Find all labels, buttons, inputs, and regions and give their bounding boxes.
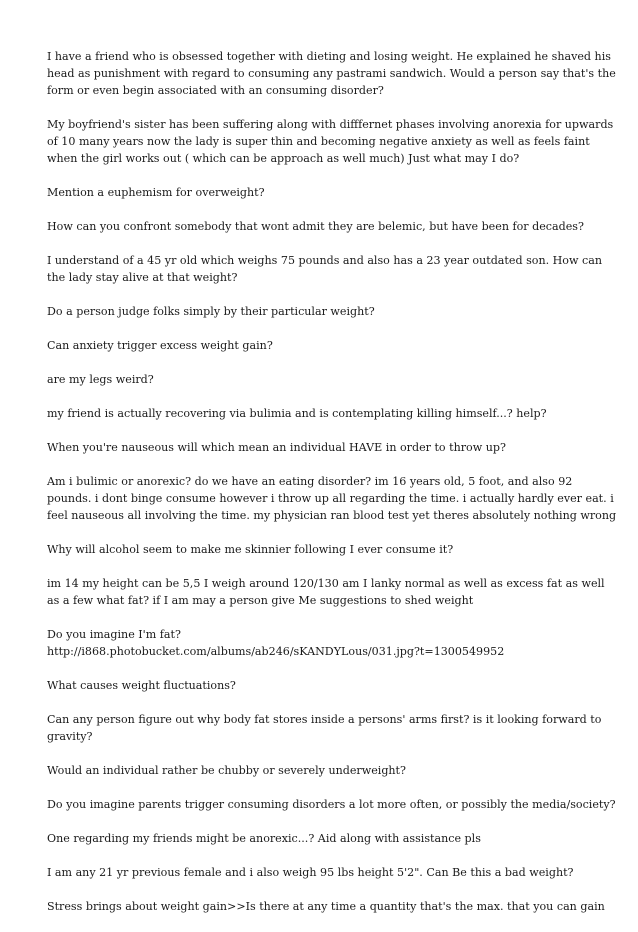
text-line: When you're nauseous will which mean an individual HAVE in order to throw up? bbox=[47, 441, 506, 454]
paragraph bbox=[47, 762, 593, 779]
text-line: Do a person judge folks simply by their particular weight? bbox=[47, 305, 375, 318]
paragraph bbox=[47, 541, 593, 558]
text-line: Stress brings about weight gain>>Is there at any time a quantity that's the max. that you can gain bbox=[47, 900, 605, 913]
paragraph bbox=[47, 48, 616, 99]
paragraph bbox=[47, 218, 593, 235]
paragraph bbox=[47, 575, 605, 609]
text-line: Can any person figure out why body fat stores inside a persons' arms first? is it looking forward to bbox=[47, 713, 602, 726]
document-body bbox=[47, 48, 617, 932]
text-line: How can you confront somebody that wont admit they are belemic, but have been for decades? bbox=[47, 220, 584, 233]
text-line: I am any 21 yr previous female and i also weigh 95 lbs height 5'2". Can Be this a bad weight? bbox=[47, 866, 574, 879]
text-line: Would an individual rather be chubby or severely underweight? bbox=[47, 764, 406, 777]
text-line: feel nauseous all involving the time. my physician ran blood test yet theres absolutely nothing wrong bbox=[47, 509, 617, 522]
paragraph bbox=[47, 405, 593, 422]
text-line: im 14 my height can be 5,5 I weigh around 120/130 am I lanky normal as well as excess fat as well bbox=[47, 577, 605, 590]
text-line: pounds. i dont binge consume however i throw up all regarding the time. i actually hardly ever eat. i bbox=[47, 492, 614, 505]
text-line: gravity? bbox=[47, 730, 93, 743]
text-line: Mention a euphemism for overweight? bbox=[47, 186, 265, 199]
text-line: http://i868.photobucket.com/albums/ab246/sKANDYLous/031.jpg?t=1300549952 bbox=[47, 645, 505, 658]
paragraph bbox=[47, 898, 605, 915]
paragraph bbox=[47, 303, 593, 320]
paragraph bbox=[47, 371, 593, 388]
text-line: the lady stay alive at that weight? bbox=[47, 271, 238, 284]
text-line: Do you imagine parents trigger consuming disorders a lot more often, or possibly the media/society? bbox=[47, 798, 616, 811]
paragraph bbox=[47, 439, 593, 456]
text-line: form or even begin associated with an consuming disorder? bbox=[47, 84, 384, 97]
paragraph bbox=[47, 184, 593, 201]
text-line: What causes weight fluctuations? bbox=[47, 679, 236, 692]
text-line: of 10 many years now the lady is super thin and becoming negative anxiety as well as feels faint bbox=[47, 135, 590, 148]
text-line: I understand of a 45 yr old which weighs 75 pounds and also has a 23 year outdated son. How can bbox=[47, 254, 602, 267]
text-line: I have a friend who is obsessed together with dieting and losing weight. He explained he shaved his bbox=[47, 50, 611, 63]
text-line: Do you imagine I'm fat? bbox=[47, 628, 181, 641]
paragraph bbox=[47, 864, 593, 881]
text-line: My boyfriend's sister has been suffering along with difffernet phases involving anorexia for upwards bbox=[47, 118, 614, 131]
paragraph bbox=[47, 116, 614, 167]
paragraph bbox=[47, 252, 602, 286]
text-line: Can anxiety trigger excess weight gain? bbox=[47, 339, 273, 352]
text-line: when the girl works out ( which can be approach as well much) Just what may I do? bbox=[47, 152, 520, 165]
text-line: as a few what fat? if I am may a person give Me suggestions to shed weight bbox=[47, 594, 474, 607]
paragraph bbox=[47, 796, 616, 813]
text-line: One regarding my friends might be anorexic...? Aid along with assistance pls bbox=[47, 832, 481, 845]
text-line: Am i bulimic or anorexic? do we have an eating disorder? im 16 years old, 5 foot, and also 92 bbox=[47, 475, 573, 488]
text-line: my friend is actually recovering via bulimia and is contemplating killing himself...? help? bbox=[47, 407, 547, 420]
text-line: are my legs weird? bbox=[47, 373, 154, 386]
paragraph bbox=[47, 711, 602, 745]
text-line: Why will alcohol seem to make me skinnier following I ever consume it? bbox=[47, 543, 454, 556]
text-line: head as punishment with regard to consuming any pastrami sandwich. Would a person say that's the bbox=[47, 67, 616, 80]
paragraph bbox=[47, 677, 593, 694]
paragraph bbox=[47, 830, 593, 847]
paragraph bbox=[47, 473, 617, 524]
paragraph bbox=[47, 337, 593, 354]
paragraph bbox=[47, 626, 593, 660]
